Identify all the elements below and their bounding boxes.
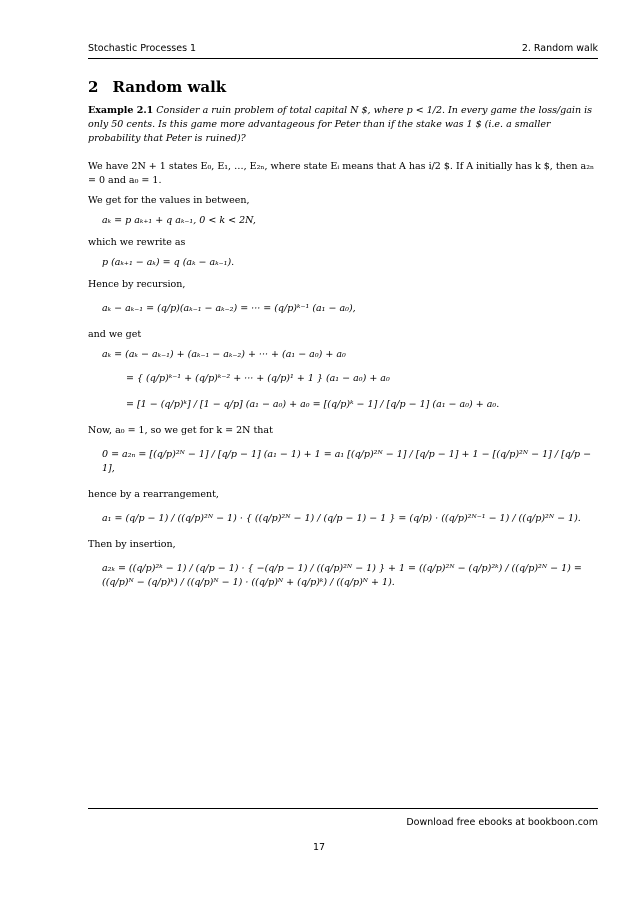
equation-sum-line3: = [1 − (q/p)ᵏ] / [1 − q/p] (a₁ − a₀) + a₀ = [(q/p)ᵏ − 1] / [q/p − 1] (a₁ − a₀) + a₀. (126, 399, 500, 410)
page-header (88, 38, 598, 59)
equation-a2k: a₂ₖ = ((q/p)²ᵏ − 1) / (q/p − 1) · { −(q/p − 1) / ((q/p)²ᴺ − 1) } + 1 = ((q/p)²ᴺ − (q/p)²ᵏ) / ((q/p)²ᴺ − 1) = ((q/p)ᴺ − (q/p)ᵏ) / ((q/p)ᴺ − 1) · ((q/p)ᴺ + (q/p)ᵏ) / ((q/p)ᴺ + 1). (102, 563, 582, 588)
footer-download-link[interactable]: Download free ebooks at bookboon.com (406, 817, 598, 828)
page-number: 17 (312, 842, 326, 853)
footer-divider (88, 808, 598, 809)
equation-a1: a₁ = (q/p − 1) / ((q/p)²ᴺ − 1) · { ((q/p)²ᴺ − 1) / (q/p − 1) − 1 } = (q/p) · ((q/p)²ᴺ⁻¹ − 1) / ((q/p)²ᴺ − 1). (102, 513, 581, 524)
page-content (88, 80, 598, 602)
example-label: Example 2.1 (88, 105, 154, 116)
header-book-title: Stochastic Processes 1 (88, 43, 197, 54)
equation-recurrence: aₖ = p aₖ₊₁ + q aₖ₋₁, 0 < k < 2N, (102, 215, 256, 226)
paragraph-between: We get for the values in between, (88, 195, 250, 206)
example-block (88, 104, 598, 146)
paragraph-now: Now, a₀ = 1, so we get for k = 2N that (88, 425, 273, 436)
equation-rewritten: p (aₖ₊₁ − aₖ) = q (aₖ − aₖ₋₁). (102, 257, 235, 268)
equation-sum-line2: = { (q/p)ᵏ⁻¹ + (q/p)ᵏ⁻² + ··· + (q/p)¹ + 1 } (a₁ − a₀) + a₀ (126, 373, 390, 384)
paragraph-insertion: Then by insertion, (88, 539, 176, 550)
header-chapter: 2. Random walk (521, 43, 598, 54)
example-text: Consider a ruin problem of total capital N $, where p < 1/2. In every game the loss/gain is only 50 cents. Is this game more advantageous for Peter than if the stake was 1 $ (i.e. a smaller probability that Peter is ruined)? (88, 105, 593, 144)
paragraph-we-get: and we get (88, 329, 142, 340)
paragraph-rearrangement: hence by a rearrangement, (88, 489, 219, 500)
equation-boundary: 0 = a₂ₙ = [(q/p)²ᴺ − 1] / [q/p − 1] (a₁ − 1) + 1 = a₁ [(q/p)²ᴺ − 1] / [q/p − 1] + 1 − [(q/p)²ᴺ − 1] / [q/p − 1], (102, 449, 592, 474)
paragraph-recursion: Hence by recursion, (88, 279, 186, 290)
section-number: 2 (88, 78, 99, 96)
section-heading (88, 80, 598, 94)
equation-difference: aₖ − aₖ₋₁ = (q/p)(aₖ₋₁ − aₖ₋₂) = ··· = (q/p)ᵏ⁻¹ (a₁ − a₀), (102, 303, 356, 314)
equation-sum-line1: aₖ = (aₖ − aₖ₋₁) + (aₖ₋₁ − aₖ₋₂) + ··· + (a₁ − a₀) + a₀ (102, 349, 346, 360)
paragraph-rewrite: which we rewrite as (88, 237, 186, 248)
paragraph-states: We have 2N + 1 states E₀, E₁, …, E₂ₙ, where state Eᵢ means that A has i/2 $. If A initially has k $, then a₂ₙ = 0 and a₀ = 1. (88, 161, 595, 186)
section-title: Random walk (112, 78, 227, 96)
